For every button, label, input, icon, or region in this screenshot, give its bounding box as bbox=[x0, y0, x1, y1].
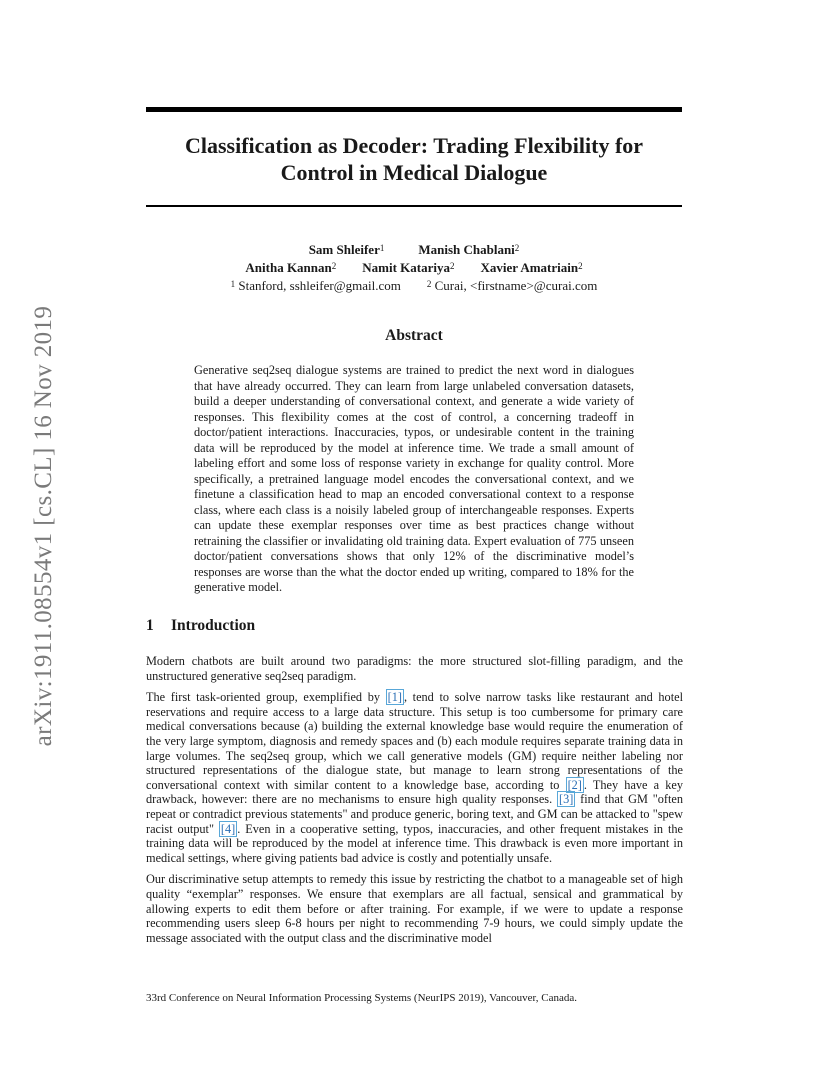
author-affiliation-mark: 2 bbox=[331, 261, 337, 271]
abstract-text: Generative seq2seq dialogue systems are trained to predict the next word in dialogues that have already occurred. They can learn from large unlabeled conversation datasets, build a deeper understanding of conversational context, and generate a wide variety of responses. This flexibility comes at the cost of control, a concerning tradeoff in doctor/patient interactions. Inaccuracies, typos, or undesirable content in the training data will be reproduced by the model at inference time. We trade a small amount of labeling effort and some loss of response variety in exchange for quality control. More specifically, a pretrained language model encodes the conversational context, and we finetune a classification head to map an encoded conversational context to a response class, where each class is a noisily labeled group of interchangeable responses. Experts can update these exemplar responses over time as best practices change without retraining the classifier or invalidating old training data. Expert evaluation of 775 unseen doctor/patient conversations shows that only 12% of the discriminative model’s responses are worse than the what the doctor ended up writing, compared to 18% for the generative model. bbox=[194, 363, 634, 594]
author-affiliation-mark: 2 bbox=[578, 261, 583, 271]
author-name: Namit Katariya bbox=[362, 260, 450, 275]
affiliation-row bbox=[146, 277, 682, 295]
author-name: Sam Shleifer bbox=[308, 242, 380, 257]
text-span: The first task-oriented group, exemplified by bbox=[146, 690, 386, 705]
author-affiliation-mark: 2 bbox=[449, 261, 455, 271]
introduction-body bbox=[146, 654, 683, 952]
text-span: . Even in a cooperative setting, typos, inaccuracies, and other frequent mistakes in the training data will be reproduced by the model at inference time. This drawback is even more important in medical settings, where giving patients bad advice is costly and potentially unsafe. bbox=[146, 821, 683, 865]
section-title: Introduction bbox=[171, 617, 256, 634]
affiliation-mark: 2 bbox=[426, 279, 432, 289]
title-line-2: Control in Medical Dialogue bbox=[280, 160, 548, 185]
author-affiliation-mark: 1 bbox=[379, 243, 385, 253]
abstract-heading: Abstract bbox=[385, 327, 443, 344]
author-name: Manish Chablani bbox=[418, 242, 515, 257]
title-line-1: Classification as Decoder: Trading Flexibility for bbox=[184, 133, 644, 158]
section-heading-introduction bbox=[146, 617, 255, 635]
affiliation-curai: Curai, <firstname>@curai.com bbox=[434, 278, 598, 293]
title-bottom-rule bbox=[146, 205, 682, 207]
author-row-1 bbox=[146, 241, 682, 259]
affiliation-mark: 1 bbox=[230, 279, 236, 289]
author-block bbox=[146, 241, 682, 295]
citation-link[interactable]: [3] bbox=[558, 792, 574, 807]
text-span: . They have a key drawback, however: there are no mechanisms to ensure high quality responses. bbox=[146, 777, 683, 807]
citation-link[interactable]: [4] bbox=[220, 821, 236, 836]
paper-title bbox=[146, 132, 682, 186]
text-span: find that GM "often repeat or contradict previous statements" and produce generic, boring text, and GM can be attacked to "spew racist output" bbox=[146, 792, 683, 836]
affiliation-stanford: Stanford, sshleifer@gmail.com bbox=[238, 278, 401, 293]
author-row-2 bbox=[146, 259, 682, 277]
title-top-rule bbox=[146, 107, 682, 112]
section-number: 1 bbox=[146, 617, 154, 634]
author-name: Xavier Amatriain bbox=[480, 260, 579, 275]
conference-footnote: 33rd Conference on Neural Information Processing Systems (NeurIPS 2019), Vancouver, Canada. bbox=[146, 992, 578, 1004]
paragraph-3: Our discriminative setup attempts to remedy this issue by restricting the chatbot to a manageable set of high quality “exemplar” responses. We ensure that exemplars are all factual, sensical and grammatical by allowing experts to edit them before or after training. For example, if we were to update a response recommending users sleep 6-8 hours per night to recommending 7-9 hours, we could simply update the message associated with the output class and the discriminative model bbox=[146, 872, 683, 945]
author-affiliation-mark: 2 bbox=[514, 243, 520, 253]
author-name: Anitha Kannan bbox=[245, 260, 332, 275]
arxiv-identifier-stamp: arXiv:1911.08554v1 [cs.CL] 16 Nov 2019 bbox=[30, 305, 57, 747]
text-span: , tend to solve narrow tasks like restaurant and hotel reservations and require access to a large data structure. This setup is too cumbersome for primary care medical conversations because (a) building the external knowledge base would require the enumeration of the very large symptom, diagnosis and remedy spaces and (b) each module requires separate training data in large volumes. The seq2seq group, which we call generative models (GM) require neither labeling nor structured representations of the dialogue state, but manage to learn strong representations of the conversational context with similar content to a knowledge base, according to bbox=[146, 690, 683, 792]
citation-link[interactable]: [2] bbox=[567, 777, 582, 792]
citation-link[interactable]: [1] bbox=[387, 690, 402, 705]
paragraph-1: Modern chatbots are built around two paradigms: the more structured slot-filling paradigm, and the unstructured generative seq2seq paradigm. bbox=[146, 654, 683, 683]
paragraph-2 bbox=[146, 690, 683, 865]
